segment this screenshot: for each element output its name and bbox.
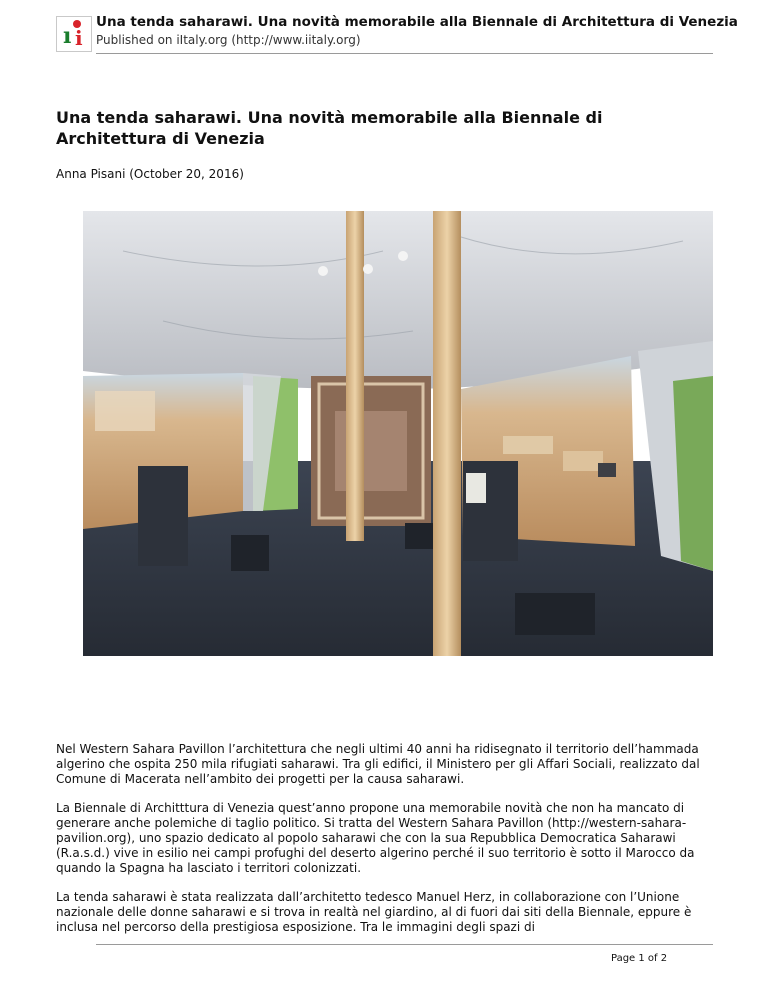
footer-divider [96, 944, 713, 945]
page-number: Page 1 of 2 [611, 953, 668, 964]
page-header [56, 12, 768, 52]
site-title: Una tenda saharawi. Una novità memorabile alla Biennale di Architettura di Venezia [96, 14, 738, 30]
article-title: Una tenda saharawi. Una novità memorabile alla Biennale di Architettura di Venezia [56, 108, 603, 148]
article-byline: Anna Pisani (October 20, 2016) [56, 167, 244, 181]
article-paragraph-3: La tenda saharawi è stata realizzata dall’architetto tedesco Manuel Herz, in collaborazione con l’Unione nazionale delle donne saharawi e si trova in realtà nel giardino, al di fuori dai siti della Biennale, eppure è inclusa nel percorso della prestigiosa esposizione. Tra le immagini degli spazi di [56, 890, 692, 934]
article-paragraph-1: Nel Western Sahara Pavillon l’architettura che negli ultimi 40 anni ha ridisegnato il territorio dell’hammada algerino che ospita 250 mila rifugiati saharawi. Tra gli edifici, il Ministero per gli Affari Sociali, realizzato dal Comune di Macerata nell’ambito dei progetti per la causa saharawi. [56, 742, 700, 786]
published-on: Published on iItaly.org (http://www.iitaly.org) [96, 33, 361, 47]
article-photo [83, 211, 713, 656]
article-paragraph-2: La Biennale di Architttura di Venezia quest’anno propone una memorabile novità che non ha mancato di generare anche polemiche di taglio politico. Si tratta del Western Sahara Pavillon (http://western-sahara-pavilion.org), uno spazio dedicato al popolo saharawi che con la sua Repubblica Democratica Saharawi (R.a.s.d.) vive in esilio nei campi profughi del deserto algerino perché il suo territorio è sotto il Marocco da quando la Spagna ha lasciato i territori colonizzati. [56, 801, 695, 875]
header-divider [96, 53, 713, 54]
iitaly-logo[interactable]: ı i [56, 16, 92, 52]
article-body [56, 742, 716, 949]
